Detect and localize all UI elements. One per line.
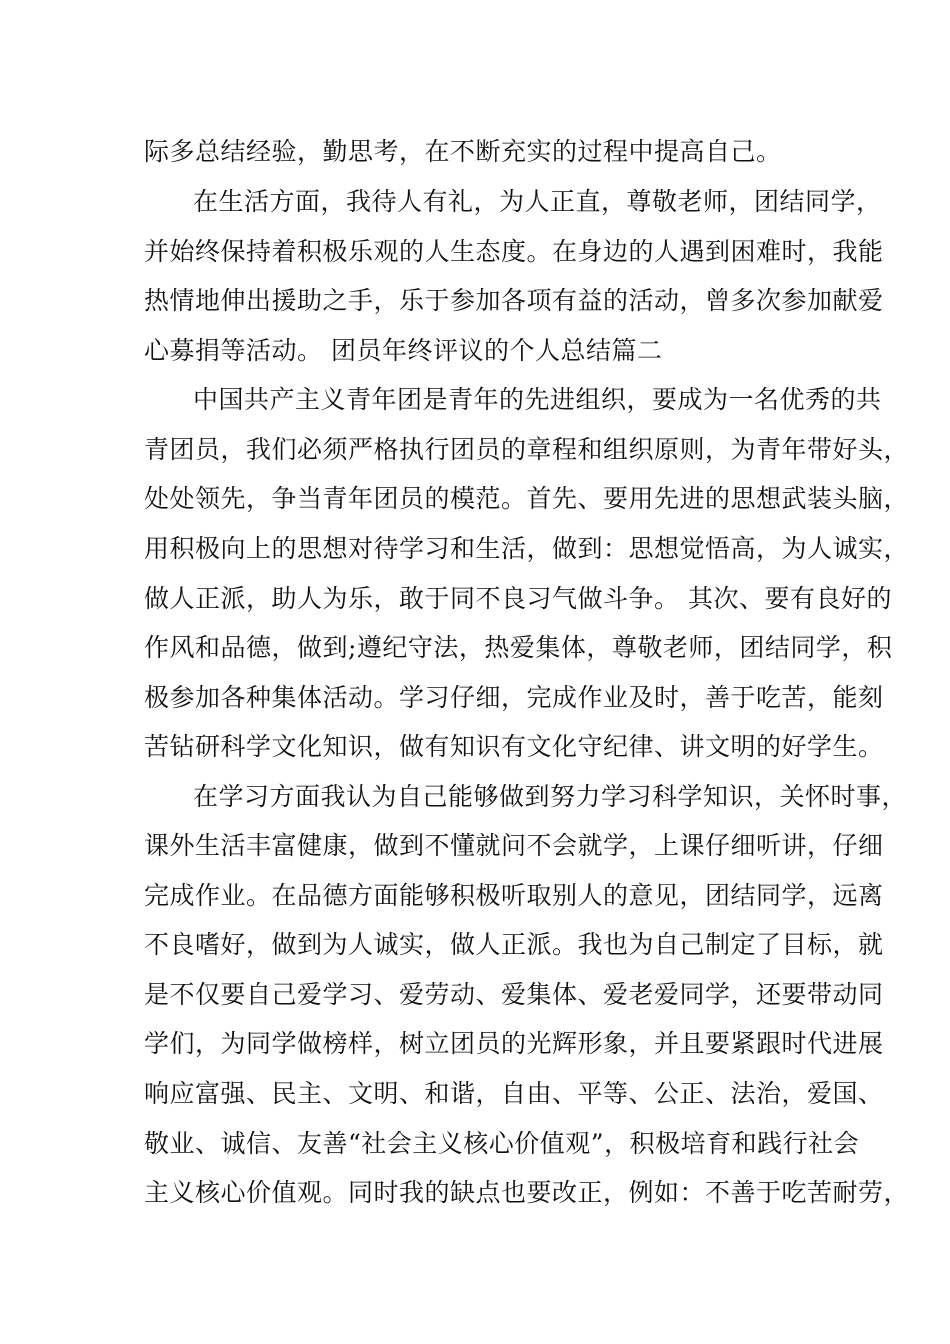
text-line: 中国共产主义青年团是青年的先进组织，要成为一名优秀的共 bbox=[193, 385, 882, 414]
text-line: 敬业、诚信、友善“社会主义核心价值观”，积极培育和践行社会 bbox=[144, 1129, 860, 1158]
text-line: 完成作业。在品德方面能够积极听取别人的意见，团结同学，远离 bbox=[144, 881, 884, 910]
text-line: 作风和品德，做到;遵纪守法，热爱集体，尊敬老师，团结同学，积 bbox=[144, 633, 893, 662]
text-line: 响应富强、民主、文明、和谐，自由、平等、公正、法治，爱国、 bbox=[144, 1079, 884, 1108]
text-line: 青团员，我们必须严格执行团员的章程和组织原则，为青年带好头， bbox=[144, 435, 910, 464]
text-line: 心募捐等活动。 团员年终评议的个人总结篇二 bbox=[144, 336, 663, 365]
text-line: 学们，为同学做榜样，树立团员的光辉形象，并且要紧跟时代进展 bbox=[144, 1029, 884, 1058]
text-line: 极参加各种集体活动。学习仔细，完成作业及时，善于吃苦，能刻 bbox=[144, 683, 884, 712]
text-line: 做人正派，助人为乐，敢于同不良习气做斗争。 其次、要有良好的 bbox=[144, 584, 892, 613]
text-line: 在学习方面我认为自己能够做到努力学习科学知识，关怀时事， bbox=[193, 782, 908, 811]
text-line: 并始终保持着积极乐观的人生态度。在身边的人遇到困难时，我能 bbox=[144, 237, 884, 266]
text-line: 用积极向上的思想对待学习和生活，做到：思想觉悟高，为人诚实， bbox=[144, 534, 910, 563]
text-line: 在生活方面，我待人有礼，为人正直，尊敬老师，团结同学， bbox=[193, 187, 882, 216]
text-line: 课外生活丰富健康，做到不懂就问不会就学，上课仔细听讲，仔细 bbox=[144, 831, 884, 860]
text-line: 主义核心价值观。同时我的缺点也要改正，例如：不善于吃苦耐劳， bbox=[144, 1178, 910, 1207]
text-line: 不良嗜好，做到为人诚实，做人正派。我也为自己制定了目标，就 bbox=[144, 930, 884, 959]
text-line: 际多总结经验，勤思考，在不断充实的过程中提高自己。 bbox=[144, 137, 782, 166]
text-line: 苦钻研科学文化知识，做有知识有文化守纪律、讲文明的好学生。 bbox=[144, 732, 884, 761]
text-line: 处处领先，争当青年团员的模范。首先、要用先进的思想武装头脑， bbox=[144, 484, 910, 513]
text-line: 是不仅要自己爱学习、爱劳动、爱集体、爱老爱同学，还要带动同 bbox=[144, 980, 884, 1009]
text-line: 热情地伸出援助之手，乐于参加各项有益的活动，曾多次参加献爱 bbox=[144, 286, 884, 315]
